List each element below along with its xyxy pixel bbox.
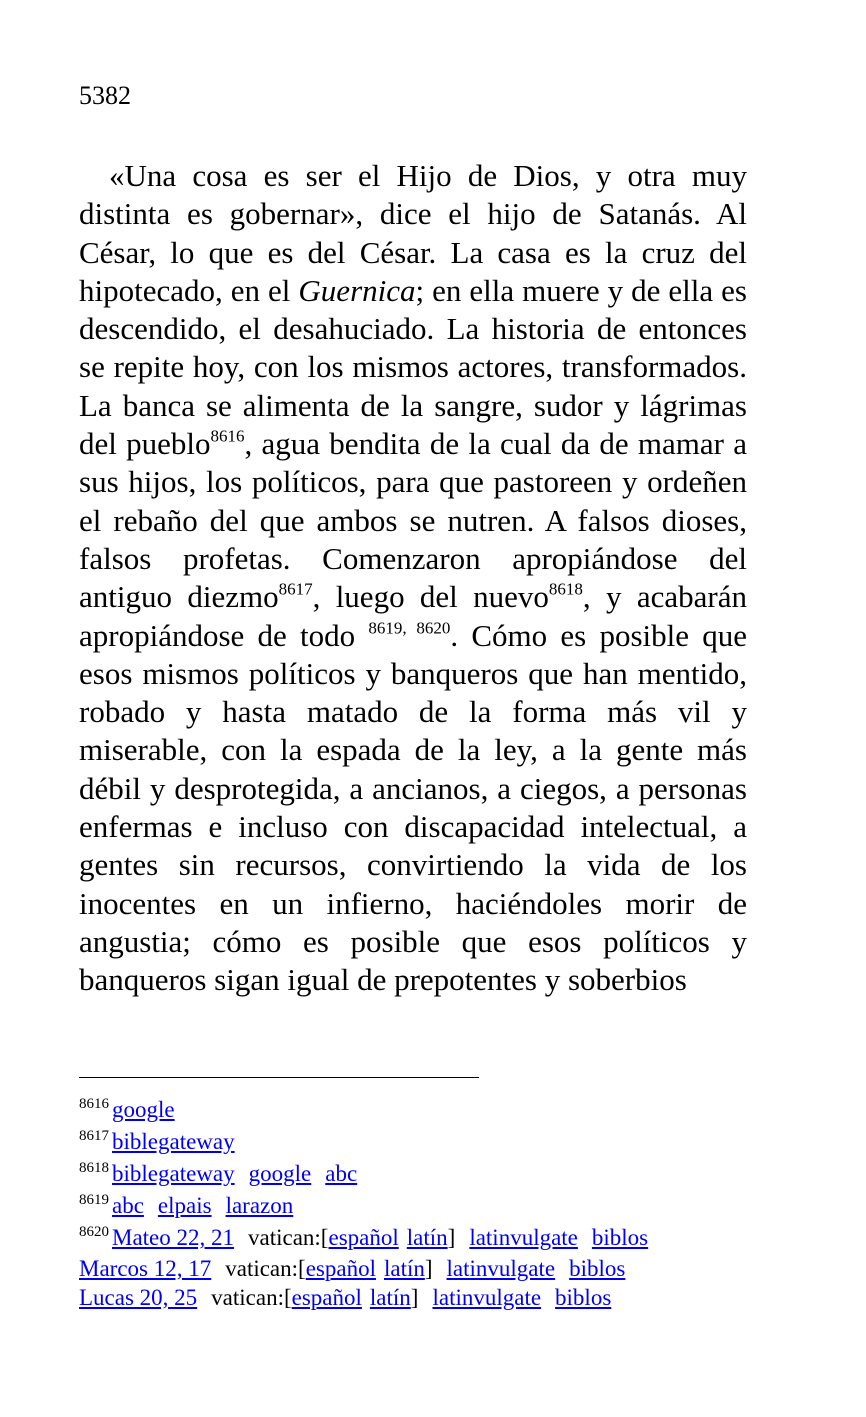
footnote-number: 8616 — [79, 1096, 109, 1112]
footnote-8620 — [79, 1222, 779, 1254]
link-abc[interactable]: abc — [112, 1193, 144, 1218]
footnote-ref-8618[interactable]: 8618 — [548, 579, 583, 599]
link-latinvulgate[interactable]: latinvulgate — [446, 1256, 556, 1281]
text-segment: ; en ella muere y de ella es descendido, el desahuciado. La historia de entonces se repite hoy, con los mismos actores, transformados. La banca se alimenta de la sangre, sudor y lágrimas del pueblo — [79, 272, 747, 462]
footnote-number: 8619 — [79, 1192, 109, 1208]
link-vatican-latin[interactable]: latín — [383, 1256, 425, 1281]
text-segment: . Cómo es posible que esos mismos políticos y banqueros que han mentido, robado y hasta matado de la forma más vil y miserable, con la espada de la ley, a la gente más débil y desprotegida, a ancianos, a ciegos, a personas enfermas e incluso con discapacidad intelectual, a gentes sin recursos, convirtiendo la vida de los inocentes en un infierno, haciéndoles morir de angustia; cómo es posible que esos políticos y banqueros sigan igual de prepotentes y soberbios — [79, 617, 748, 998]
footnote-8620-row-lucas — [79, 1283, 779, 1312]
vatican-label: vatican:[ — [225, 1256, 306, 1281]
footnote-number: 8618 — [79, 1160, 109, 1176]
text-segment: , luego del nuevo — [312, 579, 549, 615]
link-latinvulgate[interactable]: latinvulgate — [469, 1225, 578, 1250]
link-vatican-latin[interactable]: latín — [369, 1285, 411, 1310]
link-latinvulgate[interactable]: latinvulgate — [432, 1285, 542, 1310]
text-segment: , agua bendita de la cual da de mamar a sus hijos, los políticos, para que pastoreen y ordeñen el rebaño del que ambos se nutren. A falsos dioses, falsos profetas. Comenzaron apropiándose del antiguo diezmo — [79, 426, 747, 615]
link-vatican-latin[interactable]: latín — [406, 1225, 448, 1250]
link-vatican-espanol[interactable]: español — [291, 1285, 362, 1310]
link-biblegateway[interactable]: biblegateway — [112, 1129, 235, 1154]
footnote-number: 8620 — [79, 1224, 109, 1240]
vatican-label: vatican:[ — [211, 1285, 292, 1310]
footnote-8616 — [79, 1094, 779, 1126]
link-marcos[interactable]: Marcos 12, 17 — [79, 1256, 212, 1281]
footnote-8620-row-marcos — [79, 1254, 779, 1283]
link-biblos[interactable]: biblos — [569, 1256, 626, 1281]
link-biblegateway[interactable]: biblegateway — [112, 1161, 235, 1186]
link-lucas[interactable]: Lucas 20, 25 — [79, 1285, 198, 1310]
text-segment: «Una cosa es ser el Hijo de Dios, y otra muy distinta es gobernar», dice el hijo de Satanás. Al César, lo que es del César. La casa es la cruz del hipotecado, en el — [79, 158, 747, 308]
vatican-label: vatican:[ — [248, 1225, 329, 1250]
link-google[interactable]: google — [112, 1097, 175, 1122]
link-biblos[interactable]: biblos — [591, 1225, 649, 1250]
footnote-8619 — [79, 1190, 779, 1222]
footnote-ref-8617[interactable]: 8617 — [278, 579, 313, 599]
footnote-ref-8619-8620[interactable]: 8619, 8620 — [368, 617, 451, 637]
bracket-close: ] — [424, 1256, 433, 1281]
body-paragraph — [79, 157, 747, 1000]
footnote-8617 — [79, 1126, 779, 1158]
artwork-title: Guernica — [298, 272, 416, 308]
link-mateo[interactable]: Mateo 22, 21 — [112, 1225, 235, 1250]
text-segment: , y acabarán apropiándose de todo — [79, 579, 747, 653]
footnote-ref-8616[interactable]: 8616 — [210, 426, 245, 446]
link-elpais[interactable]: elpais — [157, 1193, 212, 1218]
link-vatican-espanol[interactable]: español — [328, 1225, 399, 1250]
link-abc[interactable]: abc — [325, 1161, 358, 1186]
link-google[interactable]: google — [248, 1161, 312, 1186]
link-vatican-espanol[interactable]: español — [305, 1256, 376, 1281]
footnotes — [79, 1094, 779, 1312]
link-biblos[interactable]: biblos — [555, 1285, 612, 1310]
page-number: 5382 — [79, 81, 131, 110]
footnote-separator — [79, 1077, 479, 1078]
bracket-close: ] — [410, 1285, 419, 1310]
link-larazon[interactable]: larazon — [225, 1193, 294, 1218]
footnote-number: 8617 — [79, 1128, 109, 1144]
footnote-8618 — [79, 1158, 779, 1190]
bracket-close: ] — [447, 1225, 456, 1250]
